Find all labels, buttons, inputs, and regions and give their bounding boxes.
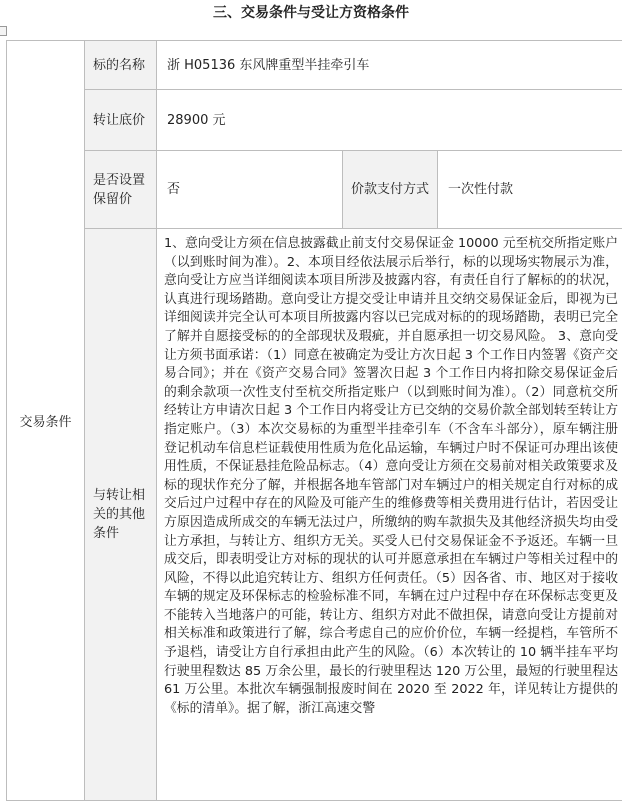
subject-value: 浙 H05136 东风牌重型半挂牵引车 — [157, 41, 622, 90]
reserve-price-label: 转让底价 — [85, 90, 157, 151]
clause-paragraph-1: 1、意向受让方须在信息披露截止前支付交易保证金 10000 元至杭交所指定账户（以到账时间为准）。2、本项目经依法展示后举行，标的以现场实物展示为准，意向受让方应当详细阅读本项目所涉及披露内容，有责任自行了解标的的状况，认真进行现场踏勘。意向受让方提交受让申请并且交纳交易保证金后，即视为已详细阅读并完全认可本项目所披露内容以已完成对标的的现场踏勘，表明已完全了解并自愿接受标的的全部现状及瑕疵，并自愿承担一切交易风险。 3、意向受让方须书面承诺：（1）同意在被确定为受让方次日起 3 个工作日内签署《资产交易合同》；并在《资产交易合同》签署次日起 3 个工作日内将扣除交易保证金后的剩余款项一次性支付至杭交所指定账户（以到账时间为准）。（2）同意杭交所经转让方申请次日起 3 个工作日内将受让方已交纳的交易价款全部划转至转让方指定账户。 — [164, 236, 618, 437]
page-title: 三、交易条件与受让方资格条件 — [0, 0, 622, 28]
subject-label: 标的名称 — [85, 41, 157, 90]
payment-method-label: 价款支付方式 — [343, 151, 438, 229]
transaction-conditions-table — [6, 40, 622, 801]
payment-method-value: 一次性付款 — [438, 151, 622, 229]
table-row-reserve-price — [7, 90, 622, 151]
reserve-set-value: 否 — [157, 151, 343, 229]
table-row-subject — [7, 41, 622, 90]
group-label: 交易条件 — [7, 41, 85, 801]
side-marker — [0, 26, 7, 36]
reserve-price-value: 28900 元 — [157, 90, 622, 151]
other-conditions-label: 与转让相关的其他条件 — [85, 229, 157, 801]
table-row-other-conditions — [7, 229, 622, 801]
table-row-reserve-set — [7, 151, 622, 229]
reserve-set-label: 是否设置保留价 — [85, 151, 157, 229]
clause-paragraph-2: （3）本次交易标的为重型半挂牵引车（不含车斗部分），原车辆注册登记机动车信息栏证载使用性质为危化品运输，车辆过户时不保证可办理出该使用性质，不保证悬挂危险品标志。（4）意向受让方须在交易前对相关政策要求及标的现状作充分了解，并根据各地车管部门对车辆过户的相关规定自行对标的成交后过户过程中存在的风险及可能产生的维修费等相关费用进行估计，若因受让方原因造成所成交的车辆无法过户，所缴纳的购车款损失及其他经济损失均由受让方承担，与转让方、组织方无关。买受人已付交易保证金不予返还。车辆一旦成交后，即表明受让方对标的现状的认可并愿意承担在车辆过户等相关过程中的风险，不得以此追究转让方、组织方任何责任。 — [164, 422, 618, 586]
clause-paragraph-3: （5）因各省、市、地区对于接收车辆的规定及环保标志的检验标准不同，车辆在过户过程中存在环保标志变更及不能转入当地落户的可能，转让方、组织方对此不做担保，请意向受让方提前对相关标准和政策进行了解，综合考虑自己的应价价位，车辆一经提档，车管所不予退档，请受让方自行承担由此产生的风险。（6）本次转让的 10 辆半挂车平均行驶里程数达 85 万余公里，最长的行驶里程达 120 万公里，最短的行驶里程达 61 万公里。本批次车辆强制报废时间在 2020 至 2022 年，详见转让方提供的《标的清单》。据了解，浙江高速交警 — [164, 571, 618, 716]
other-conditions-text — [157, 229, 622, 801]
